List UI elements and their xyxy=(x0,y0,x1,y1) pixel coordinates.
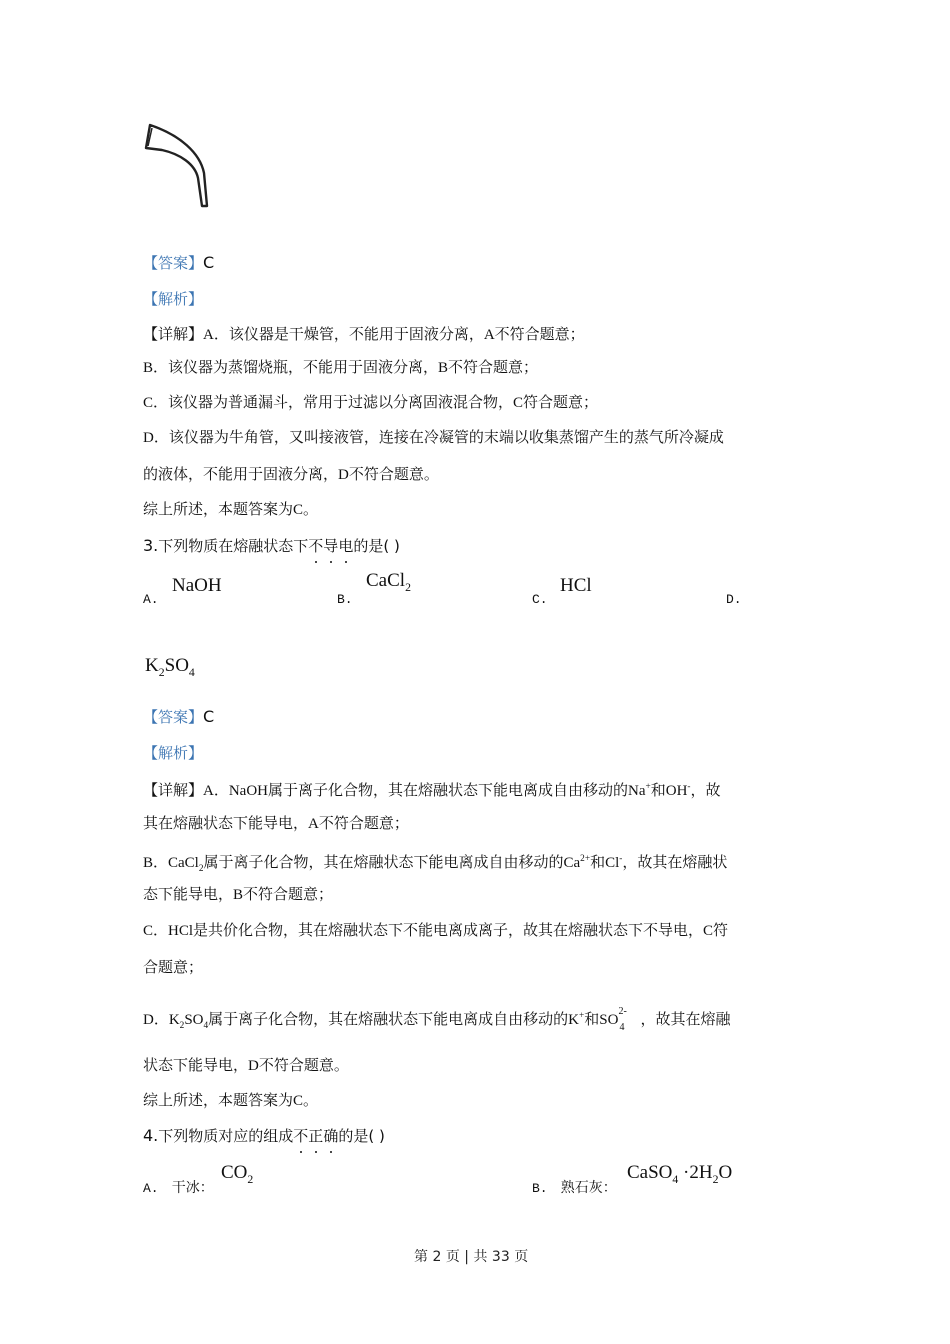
q4-option-a[interactable]: A. 干冰： xyxy=(143,1180,214,1196)
q2-summary: 综上所述，本题答案为C。 xyxy=(143,502,319,518)
q4-stem: 4.下列物质对应的组成不正确的是( ) xyxy=(143,1126,385,1145)
q3-detail-c-cont: 合题意； xyxy=(143,960,204,976)
answer-label: 【答案】 xyxy=(143,254,204,272)
current-page: 2 xyxy=(432,1249,442,1265)
q3-detail-b-cont: 态下能导电，B不符合题意； xyxy=(143,887,334,903)
emphasis-char: 电 xyxy=(338,537,354,555)
total-pages: 33 xyxy=(491,1249,510,1265)
q3-option-d[interactable]: D. xyxy=(726,592,742,607)
q3-option-c[interactable]: C. xyxy=(532,592,548,607)
q3-detail-d-cont: 状态下能导电，D不符合题意。 xyxy=(143,1058,349,1074)
q3-option-d-formula: $K_2SO_4$ xyxy=(145,655,195,679)
q3-analysis-label: 【解析】 xyxy=(143,744,204,762)
q4-option-b[interactable]: B. 熟石灰： xyxy=(532,1180,617,1196)
q3-option-c-formula: HCl xyxy=(560,575,592,596)
q2-detail-a: 【详解】A．该仪器是干燥管，不能用于固液分离，A不符合题意； xyxy=(143,325,585,343)
q3-detail-a: 【详解】A．NaOH属于离子化合物，其在熔融状态下能电离成自由移动的Na+和OH-，故 xyxy=(143,781,721,799)
q4-option-a-formula: $CO_2$ xyxy=(221,1162,254,1186)
q2-detail-b: B．该仪器为蒸馏烧瓶，不能用于固液分离，B不符合题意； xyxy=(143,360,539,376)
q3-summary: 综上所述，本题答案为C。 xyxy=(143,1093,319,1109)
detail-label: 【详解】 xyxy=(143,781,204,799)
emphasis-char: 正 xyxy=(308,1127,324,1145)
emphasis-char: 导 xyxy=(323,537,339,555)
q3-detail-c: C．HCl是共价化合物，其在熔融状态下不能电离成离子，故其在熔融状态下不导电，C符 xyxy=(143,923,729,939)
adapter-tube-icon xyxy=(140,118,220,213)
answer-label: 【答案】 xyxy=(143,708,204,726)
question-number: 4. xyxy=(143,1126,159,1145)
answer-value: C xyxy=(203,707,215,726)
emphasis-char: 不 xyxy=(293,1127,309,1145)
q2-analysis-label: 【解析】 xyxy=(143,290,204,308)
q3-detail-d: D．$K_2SO_4$属于离子化合物，其在熔融状态下能电离成自由移动的K+和SO 2- 4 ，故其在熔融 xyxy=(143,1006,731,1033)
q3-option-a[interactable]: A. xyxy=(143,592,159,607)
q3-option-b[interactable]: B. xyxy=(337,592,353,607)
q2-detail-d-cont: 的液体，不能用于固液分离，D不符合题意。 xyxy=(143,467,439,483)
q2-detail-c: C．该仪器为普通漏斗，常用于过滤以分离固液混合物，C符合题意； xyxy=(143,395,599,411)
q4-option-b-formula: CaSO$_4$ $\cdot 2H_2O$ xyxy=(627,1162,733,1186)
q3-detail-b: B．CaCl$_2$属于离子化合物，其在熔融状态下能电离成自由移动的$Ca^{2+}$和Cl-，故其在熔融状 xyxy=(143,854,728,874)
detail-label: 【详解】 xyxy=(143,325,204,343)
q3-answer xyxy=(143,706,214,727)
q3-option-b-formula: CaCl$_2$ xyxy=(366,570,411,594)
q2-answer xyxy=(143,252,214,273)
q2-detail-d: D．该仪器为牛角管，又叫接液管，连接在冷凝管的末端以收集蒸馏产生的蒸气所冷凝成 xyxy=(143,430,724,446)
question-number: 3. xyxy=(143,536,159,555)
emphasis-char: 不 xyxy=(308,537,324,555)
q3-detail-a-cont: 其在熔融状态下能导电，A不符合题意； xyxy=(143,816,409,832)
q3-option-a-formula: NaOH xyxy=(172,575,222,596)
emphasis-char: 确 xyxy=(323,1127,339,1145)
page-footer: 第 2 页 | 共 33 页 xyxy=(414,1249,529,1265)
q3-stem: 3.下列物质在熔融状态下不导电的是( ) xyxy=(143,536,400,555)
answer-value: C xyxy=(203,253,215,272)
